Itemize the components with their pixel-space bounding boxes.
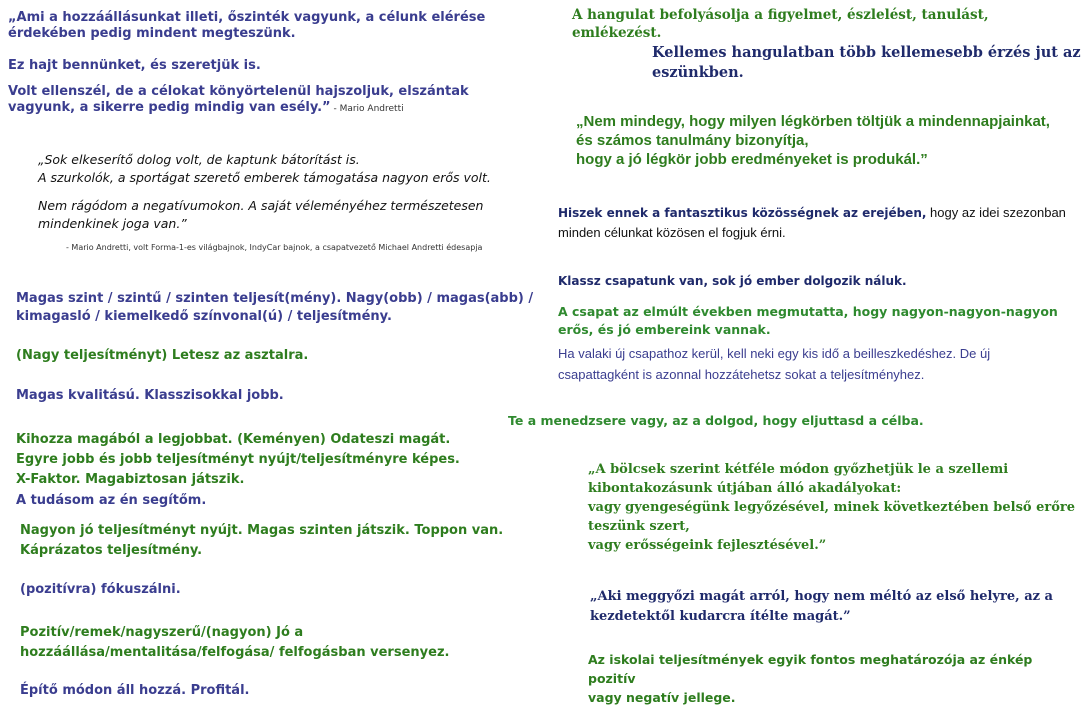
text-line: „A bölcsek szerint kétféle módon győzhetjük le a szellemi xyxy=(588,462,1009,477)
text-line: hogy a jó légkör jobb eredményeket is produkál.” xyxy=(576,151,928,168)
text-line: érdekében pedig mindent megteszünk. xyxy=(8,26,296,41)
text-line: „Ami a hozzáállásunkat illeti, őszinték vagyunk, a célunk elérése xyxy=(8,10,486,25)
text-line: kibontakozásunk útjában álló akadályokat: xyxy=(588,481,902,496)
text-line: „Nem mindegy, hogy milyen légkörben töltjük a mindennapjainkat, xyxy=(576,113,1050,130)
text-line: Ha valaki új csapathoz kerül, kell neki egy kis idő a beilleszkedéshez. De új xyxy=(558,346,991,361)
text-line: Egyre jobb és jobb teljesítményt nyújt/teljesítményre képes. xyxy=(16,452,460,467)
phrase-block-9: Építő módon áll hozzá. Profitál. xyxy=(20,683,250,698)
text-line: „Sok elkeserítő dolog volt, de kaptunk bátorítást is. xyxy=(38,152,360,167)
pleasant-mood-statement xyxy=(652,43,1082,83)
italic-quote-1 xyxy=(38,151,538,187)
text-line: hozzáállása/mentalitása/felfogása/ felfogásban versenyez. xyxy=(20,645,450,660)
text-line: erős, és jó embereink vannak. xyxy=(558,322,771,337)
text-line: Pozitív/remek/nagyszerű/(nagyon) Jó a xyxy=(20,625,304,640)
text-line: minden célunkat közösen el fogjuk érni. xyxy=(558,225,786,240)
text-line: vagy negatív jellege. xyxy=(588,690,736,705)
text-line: kimagasló / kiemelkedő színvonal(ú) / teljesítmény. xyxy=(16,309,392,324)
andretti-quote-1 xyxy=(8,10,508,42)
text-line: eszünkben. xyxy=(652,64,744,81)
phrase-block-2: (Nagy teljesítményt) Letesz az asztalra. xyxy=(16,348,309,363)
text-line: és számos tanulmány bizonyítja, xyxy=(576,132,809,149)
text-line: A szurkolók, a sportágat szerető emberek támogatása nagyon erős volt. xyxy=(38,170,491,185)
text-line: Nagyon jó teljesítményt nyújt. Magas szinten játszik. Toppon van. xyxy=(20,523,504,538)
team-statement: Klassz csapatunk van, sok jó ember dolgozik náluk. xyxy=(558,274,907,288)
text-line: Kellemes hangulatban több kellemesebb érzés jut az xyxy=(652,44,1081,61)
text-line: vagyunk, a sikerre pedig mindig van esély.” xyxy=(8,100,331,115)
andretti-quote-3 xyxy=(8,84,528,117)
text-line: X-Faktor. Magabiztosan játszik. xyxy=(16,472,245,487)
text-line: vagy gyengeségünk legyőzésével, minek következtében belső erőre xyxy=(588,500,1076,515)
self-image-statement xyxy=(588,650,1084,707)
community-quote-bold: Hiszek ennek a fantasztikus közösségnek az erejében, xyxy=(558,206,927,220)
quote-author: - Mario Andretti xyxy=(330,104,404,114)
text-line: „Aki meggyőzi magát arról, hogy nem méltó az első helyre, az a xyxy=(590,589,1053,604)
phrase-block-8 xyxy=(20,623,540,663)
italic-quote-2 xyxy=(38,197,538,233)
wise-quote xyxy=(588,460,1084,555)
new-team-member-statement xyxy=(558,343,1084,385)
italic-quote-author: - Mario Andretti, volt Forma-1-es világbajnok, IndyCar bajnok, a csapatvezető Michael Andretti édesapja xyxy=(66,243,483,252)
andretti-quote-2 xyxy=(8,58,508,74)
text-line: teszünk szert, xyxy=(588,519,690,534)
manager-statement: Te a menedzsere vagy, az a dolgod, hogy eljuttasd a célba. xyxy=(508,413,924,428)
text-line: csapattagként is azonnal hozzátehetsz sokat a teljesítményhez. xyxy=(558,367,925,382)
phrase-block-3: Magas kvalitású. Klasszisokkal jobb. xyxy=(16,388,284,403)
text-line: Nem rágódom a negatívumokon. A saját véleményéhez természetesen xyxy=(38,198,484,213)
phrase-block-1 xyxy=(16,290,536,326)
text-line: Magas szint / szintű / szinten teljesít(mény). Nagy(obb) / magas(abb) / xyxy=(16,291,534,306)
team-strength-statement xyxy=(558,303,1084,339)
self-belief-quote xyxy=(590,587,1084,627)
text-line: Káprázatos teljesítmény. xyxy=(20,543,203,558)
community-quote xyxy=(558,203,1084,243)
text-line: Kihozza magából a legjobbat. (Keményen) Odateszi magát. xyxy=(16,432,451,447)
text-line: vagy erősségeink fejlesztésével.” xyxy=(588,538,827,553)
text-line: mindenkinek joga van.” xyxy=(38,216,187,231)
text-line: kezdetektől kudarcra ítélte magát.” xyxy=(590,609,851,624)
phrase-block-6 xyxy=(20,521,540,561)
mood-statement: A hangulat befolyásolja a figyelmet, észlelést, tanulást, emlékezést. xyxy=(572,7,989,41)
atmosphere-quote xyxy=(576,112,1084,169)
phrase-block-7: (pozitívra) fókuszálni. xyxy=(20,582,181,597)
community-quote-rest: hogy az idei szezonban xyxy=(926,205,1066,220)
phrase-block-4 xyxy=(16,430,536,490)
text-line: Az iskolai teljesítmények egyik fontos meghatározója az énkép pozitív xyxy=(588,652,1033,686)
text-line: A csapat az elmúlt években megmutatta, hogy nagyon-nagyon-nagyon xyxy=(558,304,1058,319)
text-line: Volt ellenszél, de a célokat könyörtelenül hajszoljuk, elszántak xyxy=(8,84,469,99)
text-line: Ez hajt bennünket, és szeretjük is. xyxy=(8,58,261,73)
phrase-block-5: A tudásom az én segítőm. xyxy=(16,493,207,508)
